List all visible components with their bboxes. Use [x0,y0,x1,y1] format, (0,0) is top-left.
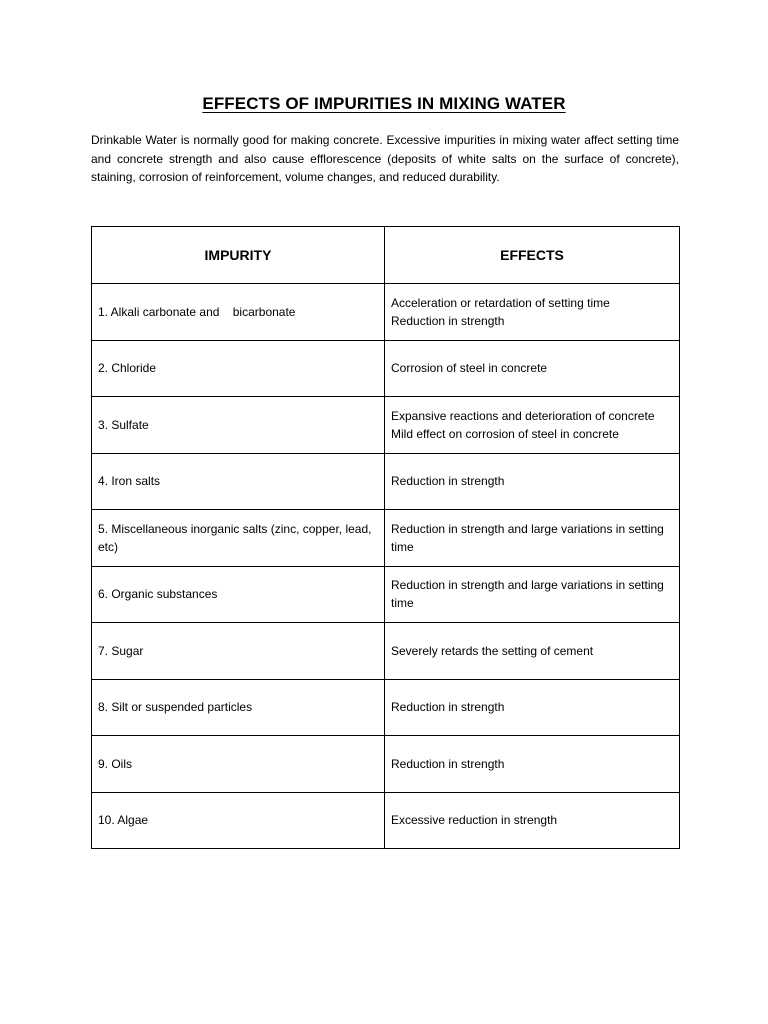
impurity-cell: 6. Organic substances [92,566,385,623]
table-row [92,623,680,680]
impurity-cell: 10. Algae [92,792,385,849]
effects-cell [385,736,680,793]
effect-line: Excessive reduction in strength [391,813,558,828]
impurity-cell: 5. Miscellaneous inorganic salts (zinc, copper, lead, etc) [92,510,385,567]
impurities-table [91,226,680,849]
table-row [92,510,680,567]
table-row [92,340,680,397]
impurity-cell: 9. Oils [92,736,385,793]
effects-cell [385,679,680,736]
effects-cell [385,397,680,454]
table-header-row [92,227,680,284]
effect-line: Reduction in strength [391,474,505,489]
effect-line: Reduction in strength [391,313,505,328]
effect-line: Reduction in strength [391,700,505,715]
effects-cell [385,284,680,341]
effect-line: Mild effect on corrosion of steel in concrete [391,426,619,441]
table-row [92,679,680,736]
effect-line: Severely retards the setting of cement [391,643,594,658]
effects-cell [385,340,680,397]
impurity-cell: 2. Chloride [92,340,385,397]
table-row [92,397,680,454]
effects-column-header: EFFECTS [385,227,680,284]
document-title: EFFECTS OF IMPURITIES IN MIXING WATER [202,94,566,113]
table-row [92,566,680,623]
impurity-cell: 1. Alkali carbonate and bicarbonate [92,284,385,341]
effects-cell [385,792,680,849]
table-row [92,736,680,793]
intro-paragraph: Drinkable Water is normally good for making concrete. Excessive impurities in mixing water affect setting time and concrete strength and also cause efflorescence (deposits of white salts on the surface of concrete), staining, corrosion of reinforcement, volume changes, and reduced durability. [91,133,679,184]
effects-cell [385,566,680,623]
table-row [92,792,680,849]
impurity-cell: 7. Sugar [92,623,385,680]
effects-cell [385,623,680,680]
table-row [92,284,680,341]
impurity-cell: 8. Silt or suspended particles [92,679,385,736]
effect-line: Expansive reactions and deterioration of concrete [391,408,655,423]
table-row [92,453,680,510]
effects-cell [385,453,680,510]
effect-line: Acceleration or retardation of setting time [391,295,610,310]
effects-cell [385,510,680,567]
impurity-column-header: IMPURITY [92,227,385,284]
impurity-cell: 3. Sulfate [92,397,385,454]
impurity-cell: 4. Iron salts [92,453,385,510]
effect-line: Corrosion of steel in concrete [391,361,548,376]
effect-line: Reduction in strength and large variations in setting time [391,578,664,611]
effect-line: Reduction in strength [391,756,505,771]
effect-line: Reduction in strength and large variations in setting time [391,521,664,554]
